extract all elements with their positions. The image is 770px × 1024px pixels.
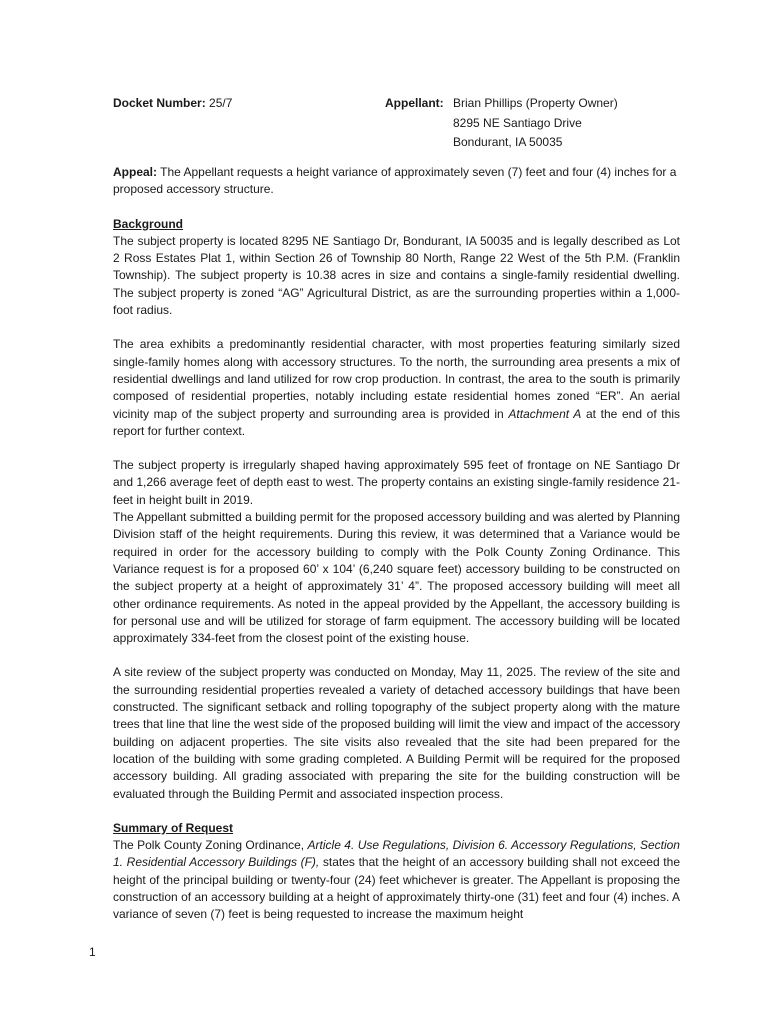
background-paragraph-2 — [113, 336, 680, 440]
appeal-label: Appeal: — [113, 165, 158, 179]
appeal-text: The Appellant requests a height variance of approximately seven (7) feet and four (4) inches for a proposed accessory structure. — [113, 165, 677, 197]
appellant-address — [453, 95, 618, 154]
summary-paragraph — [113, 837, 680, 923]
background-heading: Background — [113, 216, 184, 231]
appellant-label: Appellant: — [385, 96, 444, 110]
appellant-street: 8295 NE Santiago Drive — [453, 115, 582, 130]
header-block — [113, 95, 680, 151]
summary-text-a: The Polk County Zoning Ordinance, — [113, 838, 305, 853]
appeal-paragraph — [113, 164, 680, 199]
summary-text-b: states that the height of an accessory building shall not exceed the height of the principal building or twenty-four (24) feet whichever is greater. The Appellant is proposing the construction of an accessory building at a height of approximately thirty-one (31) feet and four (4) inches. A variance of seven (7) feet is being requested to increase the maximum height — [113, 855, 680, 922]
docket-label: Docket Number: — [113, 96, 206, 110]
docket-value: 25/7 — [209, 96, 233, 110]
background-paragraph-3: The subject property is irregularly shaped having approximately 595 feet of frontage on NE Santiago Dr and 1,266 average feet of depth east to west. The property contains an existing single-family residence 21-feet in height built in 2019. — [113, 458, 680, 507]
appellant-city: Bondurant, IA 50035 — [453, 135, 563, 149]
page-number: 1 — [89, 945, 96, 959]
background-p2-text-b: at the end of this report for further context. — [113, 406, 680, 438]
background-paragraph-5: A site review of the subject property was conducted on Monday, May 11, 2025. The review of the site and the surrounding residential properties revealed a variety of detached accessory buildings that have been constructed. The significant setback and rolling topography of the subject property along with the mature trees that line that line the west side of the proposed building will limit the view and impact of the accessory building on adjacent properties. The site visits also revealed that the site had been prepared for the location of the building with some grading completed. A Building Permit will be required for the proposed accessory building. All grading associated with preparing the site for the building construction will be evaluated through the Building Permit and associated inspection process. — [113, 665, 680, 801]
document-body — [113, 95, 680, 924]
docket-number — [113, 95, 232, 112]
attachment-reference: Attachment A — [508, 406, 582, 421]
background-paragraph-4: The Appellant submitted a building permit for the proposed accessory building and was alerted by Planning Division staff of the height requirements. During this review, it was determined that a Variance would be required in order for the accessory building to comply with the Polk County Zoning Ordinance. This Variance request is for a proposed 60’ x 104’ (6,240 square feet) accessory building to be constructed on the subject property at a height of approximately 31’ 4”. The proposed accessory building will meet all other ordinance requirements. As noted in the appeal provided by the Appellant, the accessory building is for personal use and will be utilized for storage of farm equipment. The accessory building will be located approximately 334-feet from the closest point of the existing house. — [113, 510, 681, 646]
summary-heading: Summary of Request — [113, 820, 234, 835]
ordinance-citation: Article 4. Use Regulations, Division 6. Accessory Regulations, Section 1. Residential Accessory Buildings (F), — [113, 838, 680, 870]
background-paragraph-1: The subject property is located 8295 NE Santiago Dr, Bondurant, IA 50035 and is legally described as Lot 2 Ross Estates Plat 1, within Section 26 of Township 80 North, Range 22 West of the 5th P.M. (Franklin Township). The subject property is 10.38 acres in size and contains a single-family residential dwelling. The subject property is zoned “AG” Agricultural District, as are the surrounding properties within a 1,000-foot radius. — [113, 233, 680, 318]
appellant-name: Brian Phillips (Property Owner) — [453, 96, 618, 110]
background-p2-text-a: The area exhibits a predominantly residential character, with most properties featuring similarly sized single-family homes along with accessory structures. To the north, the surrounding area presents a mix of residential dwellings and land utilized for row crop production. In contrast, the area to the south is primarily composed of residential properties, notably including estate residential homes zoned “ER”. An aerial vicinity map of the subject property and surrounding area is provided in — [113, 337, 680, 421]
